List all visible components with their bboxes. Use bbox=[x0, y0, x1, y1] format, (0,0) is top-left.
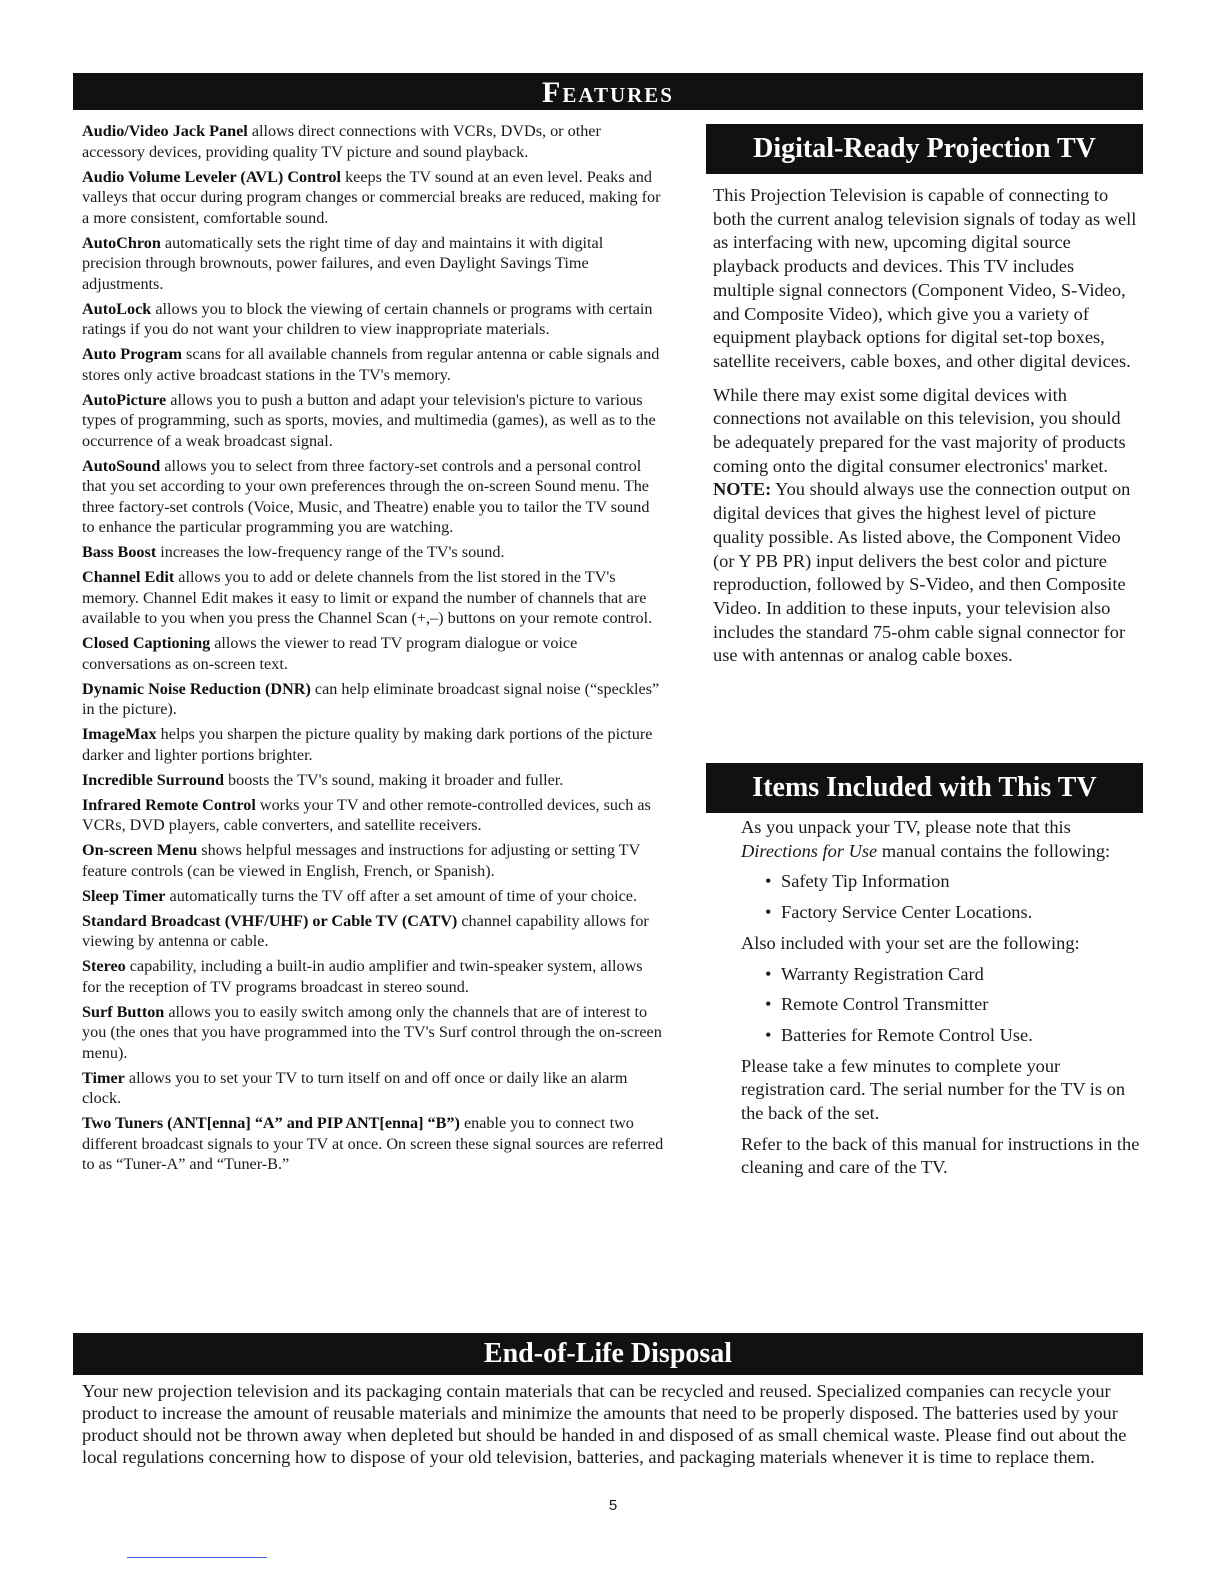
feature-text: automatically sets the right time of day and maintains it with digital precision through brownouts, power failures, and even Daylight Savings Time adjustments. bbox=[82, 233, 604, 293]
list-item bbox=[765, 901, 1141, 925]
feature-term: Audio/Video Jack Panel bbox=[82, 122, 248, 140]
bullet-icon: • bbox=[765, 963, 772, 984]
list-item bbox=[82, 1113, 664, 1175]
feature-text: allows you to block the viewing of certain channels or programs with certain ratings if you do not want your children to view inappropriate materials. bbox=[82, 299, 653, 338]
intro-text: manual contains the following: bbox=[877, 840, 1111, 861]
feature-term: AutoSound bbox=[82, 456, 161, 475]
manual-title: Directions for Use bbox=[741, 840, 878, 861]
list-item bbox=[765, 963, 1141, 987]
registration-text: Please take a few minutes to complete your registration card. The serial number for the TV is on the back of the set. bbox=[741, 1055, 1126, 1124]
feature-text: shows helpful messages and instructions for adjusting or setting TV feature controls (can be viewed in English, French, or Spanish). bbox=[82, 841, 640, 880]
bullet-icon: • bbox=[765, 871, 772, 892]
list-item bbox=[82, 121, 664, 162]
feature-term: Closed Captioning bbox=[82, 634, 211, 652]
list-item bbox=[765, 1024, 1141, 1048]
list-item bbox=[82, 542, 664, 563]
feature-term: Stereo bbox=[82, 957, 126, 975]
digital-ready-paragraph-1: This Projection Television is capable of connecting to both the current analog television signals of today as well as interfacing with new, upcoming digital source playback products and devices. This TV includes multiple signal connectors (Component Video, S-Video, and Composite Video), which give you a variety of equipment playback options for digital set-top boxes, satellite receivers, cable boxes, and other digital devices. bbox=[713, 185, 1137, 371]
bullet-icon: • bbox=[765, 1024, 772, 1045]
list-item bbox=[82, 886, 664, 907]
digital-ready-section bbox=[713, 184, 1139, 678]
bullet-icon: • bbox=[765, 902, 772, 923]
page-number: 5 bbox=[608, 1497, 618, 1514]
feature-term: Dynamic Noise Reduction (DNR) bbox=[82, 679, 311, 698]
feature-term: AutoChron bbox=[82, 233, 161, 252]
feature-term: Timer bbox=[82, 1068, 125, 1087]
feature-text: allows you to select from three factory-set controls and a personal control that you set according to your own preferences through the on-screen Sound menu. The three factory-set controls (Voice, Music, and Theatre) enable you to tailor the TV sound to enhance the particular programming you are watching. bbox=[82, 456, 650, 536]
feature-term: Audio Volume Leveler (AVL) Control bbox=[82, 167, 342, 186]
disposal-heading: End-of-Life Disposal bbox=[73, 1333, 1143, 1375]
feature-term: Auto Program bbox=[82, 345, 182, 363]
list-item bbox=[82, 911, 664, 952]
list-item bbox=[82, 299, 664, 340]
list-item bbox=[82, 633, 664, 674]
feature-text: helps you sharpen the picture quality by making dark portions of the picture darker and lighter portions brighter. bbox=[82, 725, 653, 764]
included-docs-list bbox=[741, 870, 1141, 924]
items-included-section bbox=[741, 816, 1141, 1187]
bullet-icon: • bbox=[765, 994, 772, 1015]
feature-text: channel capability allows for viewing by antenna or cable. bbox=[82, 911, 649, 950]
list-item bbox=[82, 770, 664, 791]
list-item-label: Factory Service Center Locations. bbox=[781, 902, 1033, 923]
list-item bbox=[765, 993, 1141, 1017]
footer-divider bbox=[127, 1557, 267, 1558]
items-included-heading: Items Included with This TV bbox=[706, 763, 1143, 813]
feature-text: keeps the TV sound at an even level. Peaks and valleys that occur during program changes or commercial breaks are reduced, making for a more consistent, comfortable sound. bbox=[82, 167, 661, 227]
feature-text: allows you to add or delete channels from the list stored in the TV's memory. Channel Edit makes it easy to limit or expand the number of channels that are available to you when you press the Channel Scan (+,–) buttons on your remote control. bbox=[82, 568, 653, 627]
feature-term: Sleep Timer bbox=[82, 886, 166, 905]
care-text: Refer to the back of this manual for instructions in the cleaning and care of the TV. bbox=[741, 1133, 1140, 1178]
intro-text: As you unpack your TV, please note that this bbox=[741, 817, 1071, 837]
list-item bbox=[82, 840, 664, 881]
feature-text: allows the viewer to read TV program dialogue or voice conversations as on-screen text. bbox=[82, 634, 578, 673]
feature-text: capability, including a built-in audio amplifier and twin-speaker system, allows for the reception of TV programs broadcast in stereo sound. bbox=[82, 957, 643, 996]
list-item bbox=[82, 567, 664, 629]
feature-text: works your TV and other remote-controlled devices, such as VCRs, DVD players, cable converters, and satellite receivers. bbox=[82, 795, 651, 834]
feature-term: Bass Boost bbox=[82, 543, 157, 561]
list-item bbox=[82, 456, 664, 538]
list-item-label: Batteries for Remote Control Use. bbox=[781, 1024, 1033, 1045]
digital-ready-paragraph-2 bbox=[713, 384, 1139, 668]
features-heading: Features bbox=[73, 73, 1143, 110]
paragraph-text: While there may exist some digital devices with connections not available on this television, you should be adequately prepared for the vast majority of products coming onto the digital consumer electronics' market. bbox=[713, 384, 1126, 476]
list-item bbox=[82, 233, 664, 295]
list-item bbox=[82, 956, 664, 997]
digital-ready-heading: Digital-Ready Projection TV bbox=[706, 124, 1143, 174]
feature-text: scans for all available channels from regular antenna or cable signals and stores only active broadcast stations in the TV's memory. bbox=[82, 345, 660, 384]
feature-term: Two Tuners (ANT[enna] “A” and PIP ANT[enna] “B”) bbox=[82, 1114, 460, 1132]
included-items-list bbox=[741, 963, 1141, 1048]
feature-text: can help eliminate broadcast signal noise (“speckles” in the picture). bbox=[82, 679, 660, 718]
feature-text: automatically turns the TV off after a set amount of time of your choice. bbox=[165, 886, 638, 905]
list-item bbox=[82, 679, 664, 720]
feature-term: On-screen Menu bbox=[82, 841, 198, 859]
feature-text: increases the low-frequency range of the TV's sound. bbox=[156, 543, 505, 561]
items-intro bbox=[741, 816, 1141, 863]
feature-term: Surf Button bbox=[82, 1002, 165, 1021]
list-item bbox=[82, 1068, 664, 1109]
feature-term: Standard Broadcast (VHF/UHF) or Cable TV (CATV) bbox=[82, 911, 458, 930]
feature-text: boosts the TV's sound, making it broader and fuller. bbox=[223, 770, 564, 789]
paragraph-text: You should always use the connection output on digital devices that gives the highest level of picture quality possible. As listed above, the Component Video (or Y PB PR) input delivers the best color and picture reproduction, followed by S-Video, and then Composite Video. In addition to these inputs, your television also includes the standard 75-ohm cable signal connector for use with antennas or analog cable boxes. bbox=[713, 479, 1131, 666]
list-item bbox=[82, 167, 664, 229]
list-item bbox=[82, 344, 664, 385]
feature-term: Channel Edit bbox=[82, 568, 175, 586]
list-item-label: Remote Control Transmitter bbox=[781, 994, 989, 1015]
feature-term: Infrared Remote Control bbox=[82, 795, 256, 814]
list-item bbox=[82, 1002, 664, 1064]
feature-text: allows you to push a button and adapt your television's picture to various types of programming, such as sports, movies, and multimedia (games), as well as to the occurrence of a weak broadcast signal. bbox=[82, 390, 656, 450]
feature-text: allows you to easily switch among only the channels that are of interest to you (the ones that you have programmed into the TV's Surf control through the on-screen menu). bbox=[82, 1002, 662, 1062]
list-item bbox=[82, 390, 664, 452]
feature-term: Incredible Surround bbox=[82, 770, 224, 789]
list-item-label: Warranty Registration Card bbox=[781, 963, 984, 984]
features-list bbox=[82, 121, 664, 1179]
feature-text: enable you to connect two different broadcast signals to your TV at once. On screen these signal sources are referred to as “Tuner-A” and “Tuner-B.” bbox=[82, 1114, 664, 1173]
list-item bbox=[82, 724, 664, 765]
feature-text: allows you to set your TV to turn itself on and off once or daily like an alarm clock. bbox=[82, 1068, 628, 1107]
feature-text: allows direct connections with VCRs, DVDs, or other accessory devices, providing quality TV picture and sound playback. bbox=[82, 122, 601, 161]
also-included-text: Also included with your set are the following: bbox=[741, 932, 1080, 953]
note-label: NOTE: bbox=[713, 479, 772, 500]
list-item bbox=[765, 870, 1141, 894]
feature-term: ImageMax bbox=[82, 725, 157, 743]
list-item-label: Safety Tip Information bbox=[781, 871, 950, 892]
feature-term: AutoLock bbox=[82, 299, 152, 318]
feature-term: AutoPicture bbox=[82, 390, 167, 409]
list-item bbox=[82, 795, 664, 836]
disposal-text: Your new projection television and its packaging contain materials that can be recycled and reused. Specialized companies can recycle your product to increase the amount of reusable materials and minimize the amounts that need to be properly disposed. The batteries used by your product should not be thrown away when depleted but should be handed in and disposed of as small chemical waste. Please find out about the local regulations concerning how to dispose of your old television, batteries, and packaging materials whenever it is time to replace them. bbox=[82, 1381, 1127, 1467]
